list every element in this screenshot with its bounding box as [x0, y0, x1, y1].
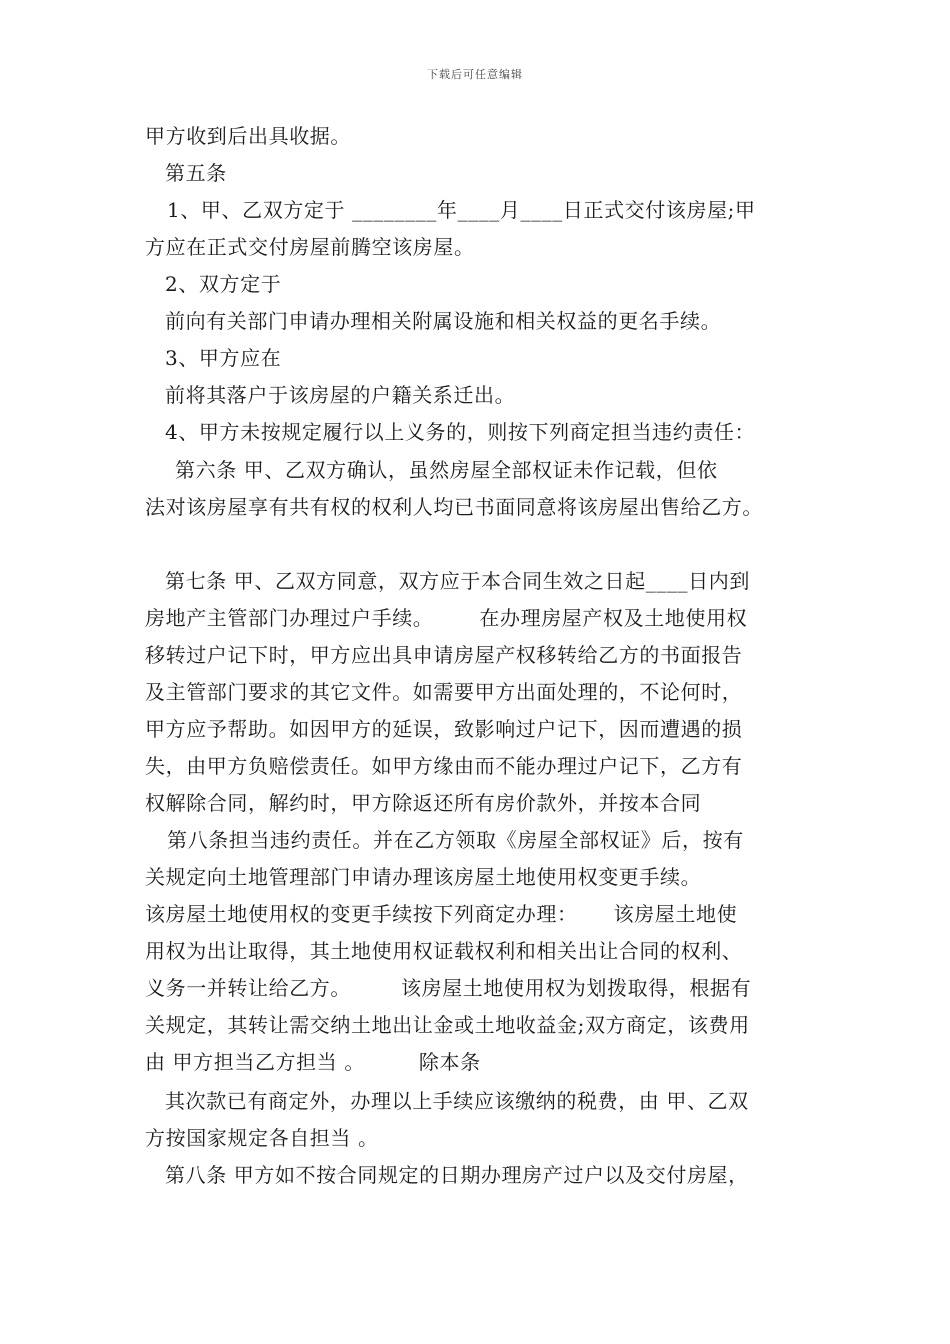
- text-line: 失，由甲方负赔偿责任。如甲方缘由而不能办理过户记下，乙方有: [145, 754, 743, 778]
- text-line: 1、甲、乙双方定于 ________年____月____日正式交付该房屋;甲: [167, 198, 756, 222]
- text-line: 3、甲方应在: [165, 346, 282, 370]
- text-line: 4、甲方未按规定履行以上义务的，则按下列商定担当违约责任：: [165, 420, 756, 444]
- text-line: 法对该房屋享有共有权的权利人均已书面同意将该房屋出售给乙方。: [145, 495, 763, 519]
- article-7-line: 第七条 甲、乙双方同意，双方应于本合同生效之日起____日内到: [165, 569, 750, 593]
- text-line: 及主管部门要求的其它文件。如需要甲方出面处理的，不论何时，: [145, 680, 743, 704]
- text-line: 用权为出让取得，其土地使用权证载权利和相关出让合同的权利、: [145, 939, 743, 963]
- text-line: [145, 604, 825, 632]
- text-line: 权解除合同，解约时，甲方除返还所有房价款外，并按本合同: [145, 791, 702, 815]
- text-segment: 在办理房屋产权及土地使用权: [479, 606, 748, 630]
- text-segment: 由 甲方担当乙方担当 。: [145, 1050, 365, 1074]
- text-line: 2、双方定于: [165, 272, 282, 296]
- text-line: 方应在正式交付房屋前腾空该房屋。: [145, 235, 475, 259]
- text-line: 关规定，其转让需交纳土地出让金或土地收益金;双方商定，该费用: [145, 1013, 750, 1037]
- text-segment: 该房屋土地使用权为划拨取得，根据有: [401, 976, 752, 1000]
- text-segment: 房地产主管部门办理过户手续。: [145, 606, 434, 630]
- text-line: [145, 900, 825, 928]
- text-line: 移转过户记下时，甲方应出具申请房屋产权移转给乙方的书面报告: [145, 643, 743, 667]
- text-line: 方按国家规定各自担当 。: [145, 1126, 379, 1150]
- text-line: 前将其落户于该房屋的户籍关系迁出。: [165, 383, 516, 407]
- text-segment: 该房屋土地使用权的变更手续按下列商定办理：: [145, 902, 578, 926]
- text-line: [145, 974, 825, 1002]
- article-5-heading: 第五条: [165, 161, 227, 185]
- text-line: 第八条 甲方如不按合同规定的日期办理房产过户以及交付房屋，: [165, 1163, 749, 1187]
- page-header: 下载后可任意编辑: [427, 68, 523, 81]
- text-line: 甲方应予帮助。如因甲方的延误，致影响过户记下，因而遭遇的损: [145, 717, 743, 741]
- text-line: 其次款已有商定外，办理以上手续应该缴纳的税费，由 甲、乙双: [165, 1089, 749, 1113]
- article-6-line: 第六条 甲、乙双方确认，虽然房屋全部权证未作记载，但依: [175, 458, 718, 482]
- text-line: 前向有关部门申请办理相关附属设施和相关权益的更名手续。: [165, 309, 722, 333]
- text-line: 关规定向土地管理部门申请办理该房屋土地使用权变更手续。: [145, 865, 702, 889]
- text-segment: 除本条: [418, 1050, 481, 1074]
- article-8-line: 第八条担当违约责任。并在乙方领取《房屋全部权证》后，按有: [167, 828, 744, 852]
- text-segment: 义务一并转让给乙方。: [145, 976, 351, 1000]
- text-line: [145, 1048, 825, 1076]
- text-segment: 该房屋土地使: [613, 902, 738, 926]
- text-line: 甲方收到后出具收据。: [145, 124, 351, 148]
